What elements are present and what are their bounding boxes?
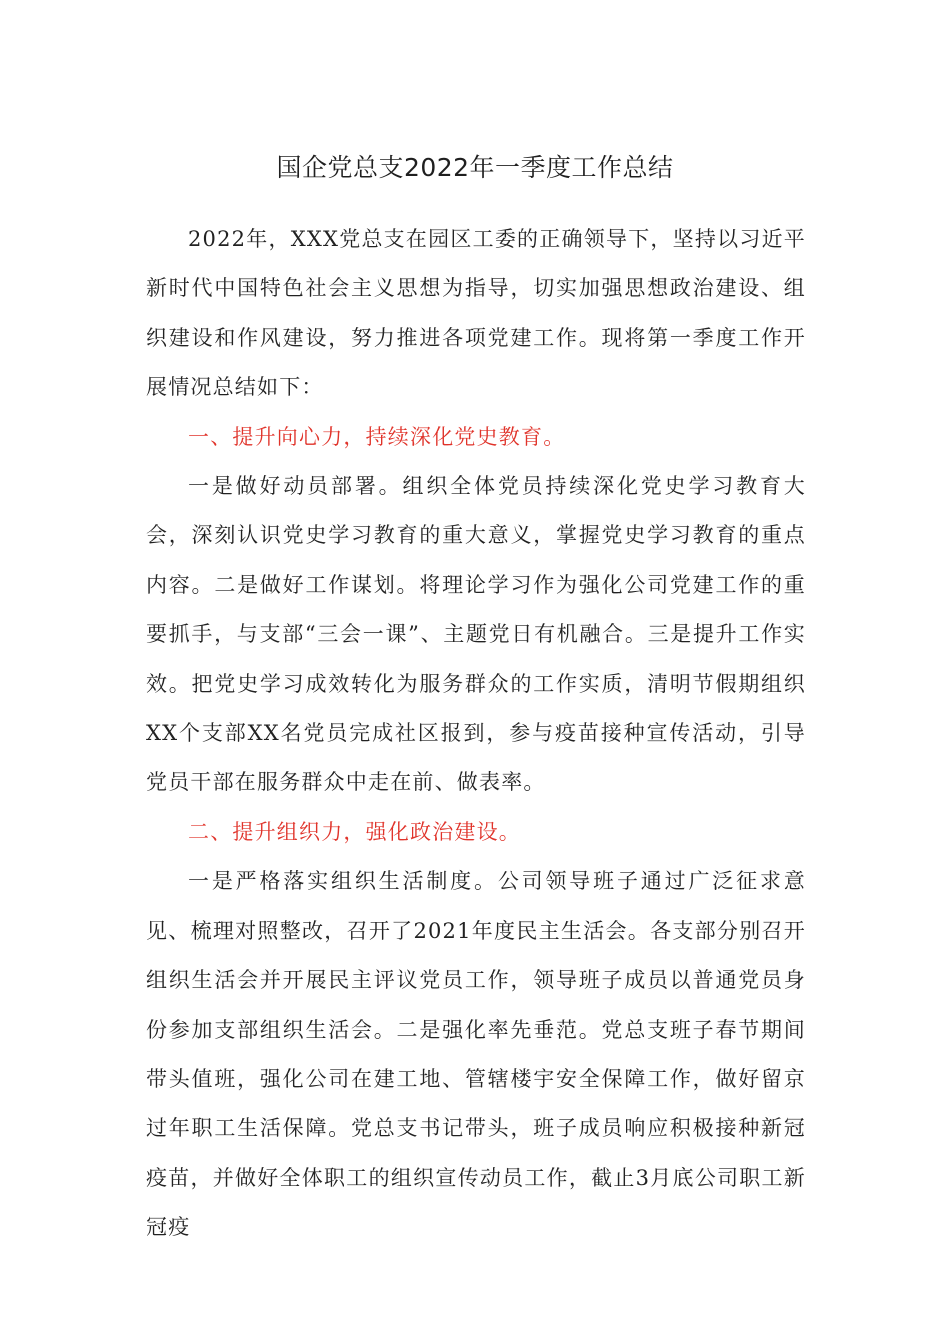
section-1-paragraph: 一是做好动员部署。组织全体党员持续深化党史学习教育大会，深刻认识党史学习教育的重大意义，掌握党史学习教育的重点内容。二是做好工作谋划。将理论学习作为强化公司党建工作的重要抓手，与支部“三会一课”、主题党日有机融合。三是提升工作实效。把党史学习成效转化为服务群众的工作实质，清明节假期组织XX个支部XX名党员完成社区报到，参与疫苗接种宣传活动，引导党员干部在服务群众中走在前、做表率。 bbox=[146, 474, 806, 795]
document-body bbox=[146, 215, 806, 1253]
intro-paragraph: 2022年，XXX党总支在园区工委的正确领导下，坚持以习近平新时代中国特色社会主义思想为指导，切实加强思想政治建设、组织建设和作风建设，努力推进各项党建工作。现将第一季度工作开展情况总结如下： bbox=[146, 227, 806, 400]
section-heading-1: 一、提升向心力，持续深化党史教育。 bbox=[188, 424, 566, 449]
section-2-paragraph: 一是严格落实组织生活制度。公司领导班子通过广泛征求意见、梳理对照整改，召开了2021年度民主生活会。各支部分别召开组织生活会并开展民主评议党员工作，领导班子成员以普通党员身份参加支部组织生活会。二是强化率先垂范。党总支班子春节期间带头值班，强化公司在建工地、管辖楼宇安全保障工作，做好留京过年职工生活保障。党总支书记带头，班子成员响应积极接种新冠疫苗，并做好全体职工的组织宣传动员工作，截止3月底公司职工新冠疫 bbox=[146, 869, 806, 1240]
section-heading-2: 二、提升组织力，强化政治建设。 bbox=[188, 819, 521, 844]
document-title: 国企党总支2022年一季度工作总结 bbox=[276, 153, 674, 182]
